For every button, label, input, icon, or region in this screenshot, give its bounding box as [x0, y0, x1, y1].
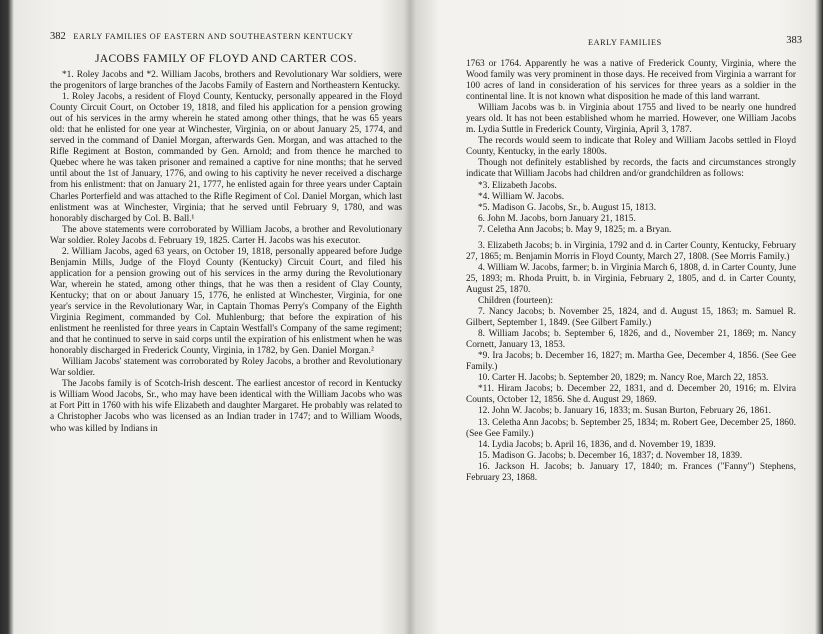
paragraph: 1763 or 1764. Apparently he was a native of Frederick County, Virginia, where the Wood family was very prominent in those days. He received from Virginia a warrant for 100 acres of land in consideration of his services for three years as a soldier in the continental line. It is not known what disposition he made of this land warrant. [466, 59, 796, 103]
left-page [50, 0, 402, 634]
list-item: 6. John M. Jacobs, born January 21, 1815. [478, 213, 636, 224]
left-running-head [50, 31, 402, 42]
paragraph: Though not definitely established by records, the facts and circumstances strongly indicate that William Jacobs had children and/or grandchildren as follows: [466, 158, 796, 180]
paragraph: 4. William W. Jacobs, farmer; b. in Virginia March 6, 1808, d. in Carter County, June 25, 1893; m. Rhoda Pruitt, b. in Virginia, February 2, 1805, and d. in Carter County, August 25, 1870. [466, 262, 796, 295]
left-page-number: 382 [50, 31, 66, 42]
chapter-title: JACOBS FAMILY OF FLOYD AND CARTER COS. [95, 53, 357, 65]
right-page [466, 0, 802, 634]
paragraph: 10. Carter H. Jacobs; b. September 20, 1829; m. Nancy Roe, March 22, 1853. [478, 373, 769, 384]
paragraph: 3. Elizabeth Jacobs; b. in Virginia, 1792 and d. in Carter County, Kentucky, February 27, 1865; m. Benjamin Morris in Floyd County, March 27, 1808. (See Morris Family.) [466, 240, 796, 262]
paragraph: The Jacobs family is of Scotch-Irish descent. The earliest ancestor of record in Kentucky is William Wood Jacobs, Sr., who may have been identical with the William Jacobs who was at Fort Pitt in 1760 with his wife Elizabeth and daughter Margaret. He probably was related to a Christopher Jacobs who was licensed as an Indian trader in 1747; and to William Woods, who was killed by Indians in [50, 379, 402, 434]
paragraph: 15. Madison G. Jacobs; b. December 16, 1837; d. November 18, 1839. [478, 450, 743, 461]
paragraph: 2. William Jacobs, aged 63 years, on October 19, 1818, personally appeared before Judge Benjamin Mills, Judge of the Floyd County (Kentucky) Circuit Court, and filed his application for a pension growing out of his services in the army during the Revolutionary War, wherein he stated, among other things, that he was then a resident of Clay County, Kentucky; that on or about January 15, 1776, he enlisted at Winchester, Virginia, for one year's service in the Revolutionary War, in Captain Thomas Perry's Company of the Eighth Virginia Regiment, commanded by Col. Muhlenburg; that before the expiration of his enlistment he reenlisted for three years in Captain Westfall's Company of the same regiment; and that he continued to serve in said corps until the expiration of his enlistment when he was honorably discharged in Frederick County, Virginia, in 1782, by Gen. Daniel Morgan.² [50, 246, 402, 357]
children-heading: Children (fourteen): [478, 295, 553, 306]
paragraph: 16. Jackson H. Jacobs; b. January 17, 1840; m. Frances ("Fanny") Stephens, February 23, 1868. [466, 461, 796, 483]
right-running-head-title: EARLY FAMILIES [588, 38, 662, 47]
paragraph: 14. Lydia Jacobs; b. April 16, 1836, and d. November 19, 1839. [478, 439, 716, 450]
list-item: 7. Celetha Ann Jacobs; b. May 9, 1825; m. a Bryan. [478, 224, 672, 235]
paragraph: The above statements were corroborated by William Jacobs, a brother and Revolutionary War soldier. Roley Jacobs d. February 19, 1825. Carter H. Jacobs was his executor. [50, 224, 402, 246]
list-item: *5. Madison G. Jacobs, Sr., b. August 15, 1813. [478, 202, 657, 213]
children-list [466, 181, 796, 236]
paragraph: The records would seem to indicate that Roley and William Jacobs settled in Floyd County, Kentucky, in the early 1800s. [466, 136, 796, 158]
list-item: *4. William W. Jacobs. [478, 191, 565, 202]
list-item: *3. Elizabeth Jacobs. [478, 180, 557, 191]
paragraph: *1. Roley Jacobs and *2. William Jacobs, brothers and Revolutionary War soldiers, were the progenitors of large branches of the Jacobs Family of Eastern and Northeastern Kentucky. [50, 70, 402, 92]
left-running-head-title: EARLY FAMILIES OF EASTERN AND SOUTHEASTERN KENTUCKY [73, 32, 354, 41]
paragraph: *9. Ira Jacobs; b. December 16, 1827; m. Martha Gee, December 4, 1856. (See Gee Family.) [466, 351, 796, 373]
paragraph: 1. Roley Jacobs, a resident of Floyd County, Kentucky, personally appeared in the Floyd County Circuit Court, on October 19, 1818, and filed his application for a pension growing out of his services in the army wherein he stated among other things, that he was 65 years old: that he enlisted for one year at Winchester, Virginia, on or about January 25, 1774, and served in the command of Daniel Morgan, afterwards Gen. Morgan, and was attached to the Rifle Regiment at Boston, commanded by Gen. Arnold; and from thence he marched to Quebec where he was taken prisoner and remained a captive for nine months; that he served until about the 1st of January, 1776, and owing to his captivity he never received a discharge from his enlistment: that on January 21, 1777, he enlisted again for three years under Captain Charles Porterfield and was attached to the Rifle Regiment of Col. Daniel Morgan, which last enlistment was at Winchester, Virginia; that he served until February 9, 1780, and was honorably discharged by Col. B. Ball.¹ [50, 92, 402, 224]
right-page-text [466, 59, 796, 484]
paragraph: *11. Hiram Jacobs; b. December 22, 1831, and d. December 20, 1916; m. Elvira Counts, October 12, 1856. She d. August 29, 1869. [466, 384, 796, 406]
left-page-text [50, 70, 402, 435]
paragraph: 7. Nancy Jacobs; b. November 25, 1824, and d. August 15, 1863; m. Samuel R. Gilbert, September 1, 1849. (See Gilbert Family.) [466, 307, 796, 329]
paragraph: William Jacobs was b. in Virginia about 1755 and lived to be nearly one hundred years old. It has not been established whom he married. However, one William Jacobs m. Lydia Suttle in Frederick County, Virginia, April 3, 1787. [466, 103, 796, 136]
right-page-number: 383 [786, 35, 802, 46]
paragraph: 8. William Jacobs; b. September 6, 1826, and d., November 21, 1869; m. Nancy Cornett, January 13, 1853. [466, 329, 796, 351]
paragraph: 13. Celetha Ann Jacobs; b. September 25, 1834; m. Robert Gee, December 25, 1860. (See Gee Family.) [466, 417, 796, 439]
paragraph: William Jacobs' statement was corroborated by Roley Jacobs, a brother and Revolutionary War soldier. [50, 357, 402, 379]
paragraph: 12. John W. Jacobs; b. January 16, 1833; m. Susan Burton, February 26, 1861. [478, 406, 772, 417]
